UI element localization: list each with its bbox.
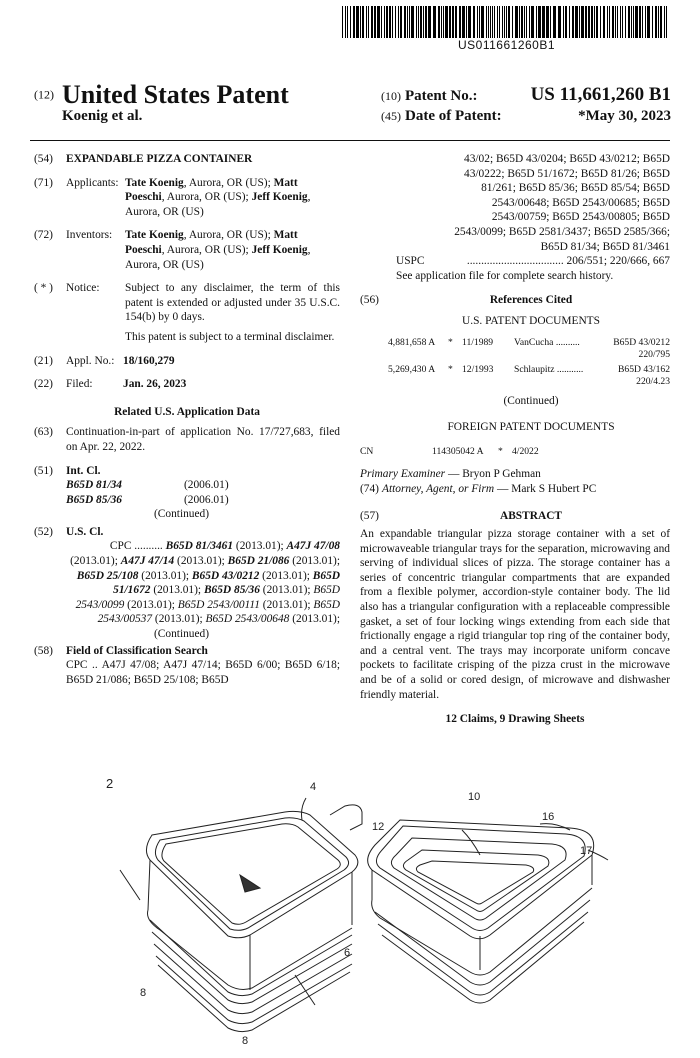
cpc-class: B65D 21/086 [227, 555, 290, 568]
barcode-bar [553, 6, 556, 38]
barcode-bar [404, 6, 406, 38]
barcode-bar [494, 6, 495, 38]
cpc-class: B65D 85/36 [203, 584, 260, 597]
barcode-bar [462, 6, 465, 38]
barcode-bar [473, 6, 475, 38]
barcode-bar [452, 6, 454, 38]
barcode-bar [666, 6, 667, 38]
barcode-bar [345, 6, 346, 38]
barcode-bar [591, 6, 593, 38]
uspc-label: USPC [396, 255, 425, 268]
barcode-bar [531, 6, 534, 38]
abstract-heading-row [360, 509, 670, 524]
inventors-field [34, 228, 340, 272]
barcode-bar [445, 6, 448, 38]
doc-class2: 220/4.23 [636, 375, 670, 387]
barcode-bar [443, 6, 444, 38]
uscl-label: U.S. Cl. [66, 525, 104, 538]
header-divider [30, 140, 670, 141]
drawing-ref-label: 2 [106, 776, 114, 791]
barcode-bar [360, 6, 361, 38]
patent-header-right [381, 84, 671, 125]
barcode-bar [647, 6, 650, 38]
doc-name: Schlaupitz ........... [514, 363, 584, 375]
doc-star: * [448, 336, 453, 348]
field-cpc-continued: 43/02; B65D 43/0204; B65D 43/0212; B65D 43/0222; B65D 51/1672; B65D 81/26; B65D 81/261; B65D 85/36; B65D 85/54; B65D 2543/00648; B65D 2543/00685; B65D 2543/00759; B65D 2543/00805; B65D 2543/0099; B65D 2581/3437; B65D 2585/366; B65D 81/34; B65D 81/3461 [454, 153, 670, 253]
barcode-bar [392, 6, 393, 38]
barcode-bar [438, 6, 440, 38]
barcode-bar [400, 6, 402, 38]
cpc-version: (2013.01); [124, 598, 178, 611]
barcode-bar [645, 6, 646, 38]
barcode-bar [368, 6, 369, 38]
date-code: (45) [381, 109, 401, 123]
barcode-bar [479, 6, 480, 38]
barcode-bar [519, 6, 520, 38]
barcode-bar [466, 6, 467, 38]
barcode-bar [477, 6, 478, 38]
field-of-search [34, 644, 340, 688]
cpc-class: A47J 47/14 [120, 555, 175, 568]
applicant-location: , Aurora, OR (US) [125, 191, 311, 218]
inventor-name: Tate Koenig [125, 229, 184, 242]
drawing-ref-label: 8 [140, 987, 147, 999]
intcl-class: B65D 81/34 [66, 479, 123, 492]
closed-container-drawing [120, 805, 362, 1032]
cpc-version: (2013.01); [259, 598, 314, 611]
cpc-version: (2013.01); [289, 555, 340, 568]
cpc-version: (2013.01); [138, 569, 192, 582]
cpc-class: B65D 25/108 [76, 569, 139, 582]
barcode-bar [579, 6, 580, 38]
uspc-row [360, 254, 670, 269]
us-doc-row [388, 337, 670, 349]
inventors-names [125, 228, 340, 272]
barcode-bar [425, 6, 427, 38]
barcode-bar [449, 6, 451, 38]
cpc-class: B65D 2543/00537 [97, 598, 340, 626]
barcode-bar [660, 6, 662, 38]
applicant-name: Matt Poeschi [125, 176, 298, 204]
abstract-code: (57) [360, 509, 379, 522]
barcode-bar [366, 6, 367, 38]
uscl-code: (52) [34, 525, 53, 538]
barcode-bar [622, 6, 623, 38]
cpc-version: (2013.01); [150, 584, 204, 597]
continued-note: (Continued) [503, 394, 559, 407]
doc-class: B65D 43/162 [618, 363, 670, 375]
barcode-bar [356, 6, 359, 38]
barcode-bar [384, 6, 385, 38]
notice-body [125, 281, 340, 344]
filed-field [34, 377, 340, 392]
uspc-value: 206/551; 220/666, 667 [566, 255, 670, 268]
filed-date: Jan. 26, 2023 [123, 378, 187, 391]
barcode-bar [377, 6, 380, 38]
barcode-bar [603, 6, 605, 38]
barcode-bar [481, 6, 484, 38]
barcode-bar [594, 6, 595, 38]
cpc-class: A47J 47/08 [286, 540, 340, 553]
intcl-body [66, 464, 340, 522]
barcode-bar [455, 6, 457, 38]
appl-field [34, 354, 340, 369]
applicant-location: , Aurora, OR (US); [183, 176, 274, 189]
barcode-bar [635, 6, 638, 38]
patent-header-left [34, 80, 289, 125]
field-label: Field of Classification Search [66, 644, 208, 657]
barcode-bar [628, 6, 630, 38]
patent-type: United States Patent [62, 80, 289, 109]
inventors-label: Inventors: [66, 229, 113, 242]
inventors-short: Koenig et al. [62, 108, 143, 124]
us-doc-row [388, 364, 670, 376]
attorney-label: Attorney, Agent, or Firm [382, 482, 495, 495]
barcode-bar [411, 6, 414, 38]
barcode-bar [420, 6, 422, 38]
doc-class: B65D 43/0212 [613, 336, 670, 348]
intcl-class: B65D 85/36 [66, 493, 123, 506]
applicants-label: Applicants: [66, 176, 119, 189]
barcode-bar [499, 6, 500, 38]
title-field [34, 152, 340, 167]
doc-star: * [448, 363, 453, 375]
foreign-cc: CN [360, 445, 374, 457]
barcode-bar [350, 6, 351, 38]
barcode-bar [655, 6, 657, 38]
field-cpc: CPC .. A47J 47/08; A47J 47/14; B65D 6/00; B65D 6/18; B65D 21/086; B65D 25/108; B65D [66, 659, 340, 686]
title-code: (54) [34, 153, 53, 165]
barcode-bar [607, 6, 608, 38]
refs-field [360, 293, 670, 308]
patent-number-row [381, 84, 671, 106]
publication-number: US011661260B1 [458, 38, 556, 52]
uspc-dots: .................................. [466, 255, 564, 268]
cpc-version: (2013.01); [289, 613, 340, 626]
barcode-bar [353, 6, 355, 38]
terminal-disclaimer: This patent is subject to a terminal disclaimer. [125, 330, 335, 343]
barcode-bar [652, 6, 653, 38]
abstract-text: An expandable triangular pizza storage container with a set of microwaveable triangular trays for the separation, microwaving and serving of individual slices of pizza. The storage container has a series of concentric triangular compartments that are expanded from a flexible polymer, accordion-style container body. The lid also has a triangular configuration with a replaceable compressible gasket, a set of four locking wings extending from each side that frictionally engage a rigid triangular top ring of the container body, and a central vent. The trays may incorporate uniform concave pockets to facilitate crisping of the pizza crust in the microwave and be of a solid or cored design, of microwave and dishwasher friendly material. [360, 528, 670, 701]
barcode-bar [581, 6, 584, 38]
cpc-class: B65D 2543/0099 [75, 584, 340, 611]
cpc-list [70, 540, 340, 625]
date-label: Date of Patent: [405, 108, 502, 124]
barcode-bar [398, 6, 399, 38]
filed-label: Filed: [66, 378, 93, 391]
drawing-ref-label: 12 [372, 821, 385, 833]
foreign-doc-row [360, 445, 670, 460]
barcode-bar [389, 6, 391, 38]
cpc-classifications [66, 539, 340, 627]
barcode-bar [550, 6, 551, 38]
barcode-bar [529, 6, 530, 38]
field-body [66, 644, 340, 688]
drawing-ref-label: 10 [468, 791, 481, 803]
barcode-bar [515, 6, 518, 38]
foreign-number: 114305042 A [432, 445, 484, 457]
continued-note: (Continued) [154, 508, 210, 521]
patent-no-label: Patent No.: [405, 88, 478, 104]
related-field [34, 425, 340, 454]
attorney-row [360, 482, 670, 497]
intcl-row [66, 493, 340, 508]
applicant-location: , Aurora, OR (US); [161, 191, 252, 204]
doc-class2: 220/795 [638, 348, 670, 360]
barcode-bar [615, 6, 616, 38]
intcl-row [66, 478, 340, 493]
examiner-label: Primary Examiner [360, 468, 446, 481]
barcode [342, 6, 670, 38]
barcode-bar [433, 6, 436, 38]
barcode-bar [620, 6, 621, 38]
refs-heading: References Cited [489, 294, 573, 307]
barcode-bar [428, 6, 431, 38]
barcode-bar [409, 6, 410, 38]
examiner-name: — Bryon P Gehman [445, 468, 541, 481]
barcode-bar [569, 6, 570, 38]
notice-text: Subject to any disclaimer, the term of this patent is extended or adjusted under 35 U.S.C. 154(b) by 0 days. [125, 282, 340, 324]
barcode-bar [538, 6, 541, 38]
uscl-field [34, 525, 340, 642]
barcode-bar [585, 6, 587, 38]
cpc-class: B65D 81/3461 [165, 540, 234, 553]
field-code: (58) [34, 644, 53, 657]
applicants-names [125, 176, 340, 220]
barcode-bar [386, 6, 388, 38]
barcode-bar [492, 6, 493, 38]
barcode-bar [395, 6, 396, 38]
barcode-bar [441, 6, 442, 38]
attorney-code: (74) [360, 482, 379, 495]
open-container-drawing [368, 820, 594, 1003]
applicant-name: Jeff Koenig [251, 191, 308, 204]
notice-field [34, 281, 340, 344]
barcode-bar [558, 6, 561, 38]
abstract-heading: ABSTRACT [499, 509, 563, 522]
barcode-bar [575, 6, 578, 38]
patent-date: *May 30, 2023 [578, 108, 671, 124]
applicants-code: (71) [34, 176, 53, 189]
doc-number: 5,269,430 A [388, 363, 436, 375]
inventor-name: Matt Poeschi [125, 229, 298, 256]
drawing-ref-label: 16 [542, 811, 555, 823]
barcode-bar [508, 6, 510, 38]
doc-number: 4,881,658 A [388, 336, 436, 348]
barcode-bar [600, 6, 601, 38]
barcode-bar [423, 6, 424, 38]
us-docs-list [360, 337, 670, 388]
barcode-bar [497, 6, 498, 38]
notice-label: Notice: [66, 282, 100, 295]
barcode-bar [642, 6, 643, 38]
barcode-bar [504, 6, 505, 38]
barcode-bar [631, 6, 632, 38]
inventors-code: (72) [34, 229, 53, 242]
barcode-bar [617, 6, 618, 38]
cpc-version: (2013.01); [259, 584, 314, 597]
barcode-bar [381, 6, 382, 38]
barcode-bar [407, 6, 408, 38]
drawing-ref-label: 4 [310, 781, 317, 793]
inventor-location: , Aurora, OR (US); [161, 243, 252, 256]
appl-label: Appl. No.: [66, 354, 115, 367]
patent-date-row [381, 108, 671, 125]
barcode-bar [612, 6, 614, 38]
intcl-field [34, 464, 340, 522]
barcode-bar [658, 6, 659, 38]
patent-number: US 11,661,260 B1 [530, 84, 671, 105]
cpc-version: (2013.01); [259, 569, 313, 582]
examiner-row [360, 467, 670, 482]
doc-date: 12/1993 [462, 363, 494, 375]
cpc-label: CPC .......... [109, 540, 163, 553]
barcode-bar [468, 6, 471, 38]
barcode-bar [459, 6, 461, 38]
drawing-ref-label: 8 [242, 1035, 249, 1047]
applicant-name: Tate Koenig [125, 176, 184, 189]
patent-title: EXPANDABLE PIZZA CONTAINER [66, 153, 253, 165]
us-docs-heading: U.S. PATENT DOCUMENTS [462, 314, 600, 327]
barcode-bar [536, 6, 537, 38]
barcode-bar [633, 6, 634, 38]
barcode-bar [374, 6, 376, 38]
barcode-bar [506, 6, 507, 38]
barcode-bar [639, 6, 641, 38]
patent-no-code: (10) [381, 89, 401, 103]
country-code: (12) [34, 87, 54, 102]
intcl-version: (2006.01) [184, 493, 229, 506]
intcl-label: Int. Cl. [66, 464, 101, 477]
barcode-bar [486, 6, 487, 38]
related-text: Continuation-in-part of application No. 17/727,683, filed on Apr. 22, 2022. [66, 426, 340, 453]
appl-number: 18/160,279 [123, 354, 175, 367]
right-column [360, 152, 670, 727]
barcode-bar [588, 6, 590, 38]
barcode-bar [342, 6, 343, 38]
patent-drawing [100, 760, 620, 1050]
inventor-name: Jeff Koenig [251, 243, 308, 256]
claims-summary: 12 Claims, 9 Drawing Sheets [445, 713, 585, 726]
barcode-bar [490, 6, 491, 38]
barcode-bar [546, 6, 549, 38]
barcode-bar [502, 6, 503, 38]
refs-code: (56) [360, 294, 379, 307]
barcode-bar [521, 6, 523, 38]
barcode-bar [565, 6, 567, 38]
cpc-version: (2013.01); [233, 540, 287, 553]
doc-name: VanCucha .......... [514, 336, 580, 348]
inventor-location: , Aurora, OR (US); [183, 229, 274, 242]
barcode-bar [371, 6, 373, 38]
drawing-ref-label: 17 [580, 845, 593, 857]
barcode-bar [526, 6, 527, 38]
barcode-bar [488, 6, 489, 38]
barcode-bar [625, 6, 626, 38]
drawing-ref-label: 6 [344, 947, 351, 959]
intcl-code: (51) [34, 464, 53, 477]
barcode-bar [347, 6, 348, 38]
cpc-class: B65D 51/1672 [113, 569, 340, 597]
foreign-docs-heading: FOREIGN PATENT DOCUMENTS [447, 421, 615, 434]
cpc-version: (2013.01); [70, 555, 121, 568]
barcode-bar [542, 6, 545, 38]
barcode-bar [563, 6, 564, 38]
barcode-bar [512, 6, 513, 38]
appl-code: (21) [34, 354, 53, 367]
inventor-location: , Aurora, OR (US) [125, 243, 311, 271]
barcode-bar [418, 6, 419, 38]
barcode-bar [664, 6, 665, 38]
intcl-version: (2006.01) [184, 479, 229, 492]
uscl-body [66, 525, 340, 642]
continued-note: (Continued) [154, 628, 210, 641]
doc-date: 11/1989 [462, 336, 494, 348]
cpc-version: (2013.01); [174, 555, 228, 568]
see-application: See application file for complete search history. [396, 269, 614, 282]
foreign-star: * [498, 445, 503, 457]
barcode-bar [416, 6, 417, 38]
cpc-class: B65D 2543/00648 [205, 613, 290, 626]
barcode-bar [596, 6, 598, 38]
notice-code: ( * ) [34, 282, 53, 295]
barcode-bar [609, 6, 610, 38]
filed-code: (22) [34, 378, 53, 391]
barcode-bar [524, 6, 525, 38]
attorney-name: — Mark S Hubert PC [494, 482, 597, 495]
cpc-class: B65D 43/0212 [191, 569, 260, 582]
cpc-class: B65D 2543/00111 [177, 598, 260, 611]
barcode-bar [572, 6, 574, 38]
barcode-bar [362, 6, 364, 38]
cpc-version: (2013.01); [152, 613, 206, 626]
foreign-date: 4/2022 [512, 445, 539, 457]
applicants-field [34, 176, 340, 220]
left-column [34, 152, 340, 696]
related-heading: Related U.S. Application Data [114, 405, 260, 418]
related-code: (63) [34, 426, 53, 439]
